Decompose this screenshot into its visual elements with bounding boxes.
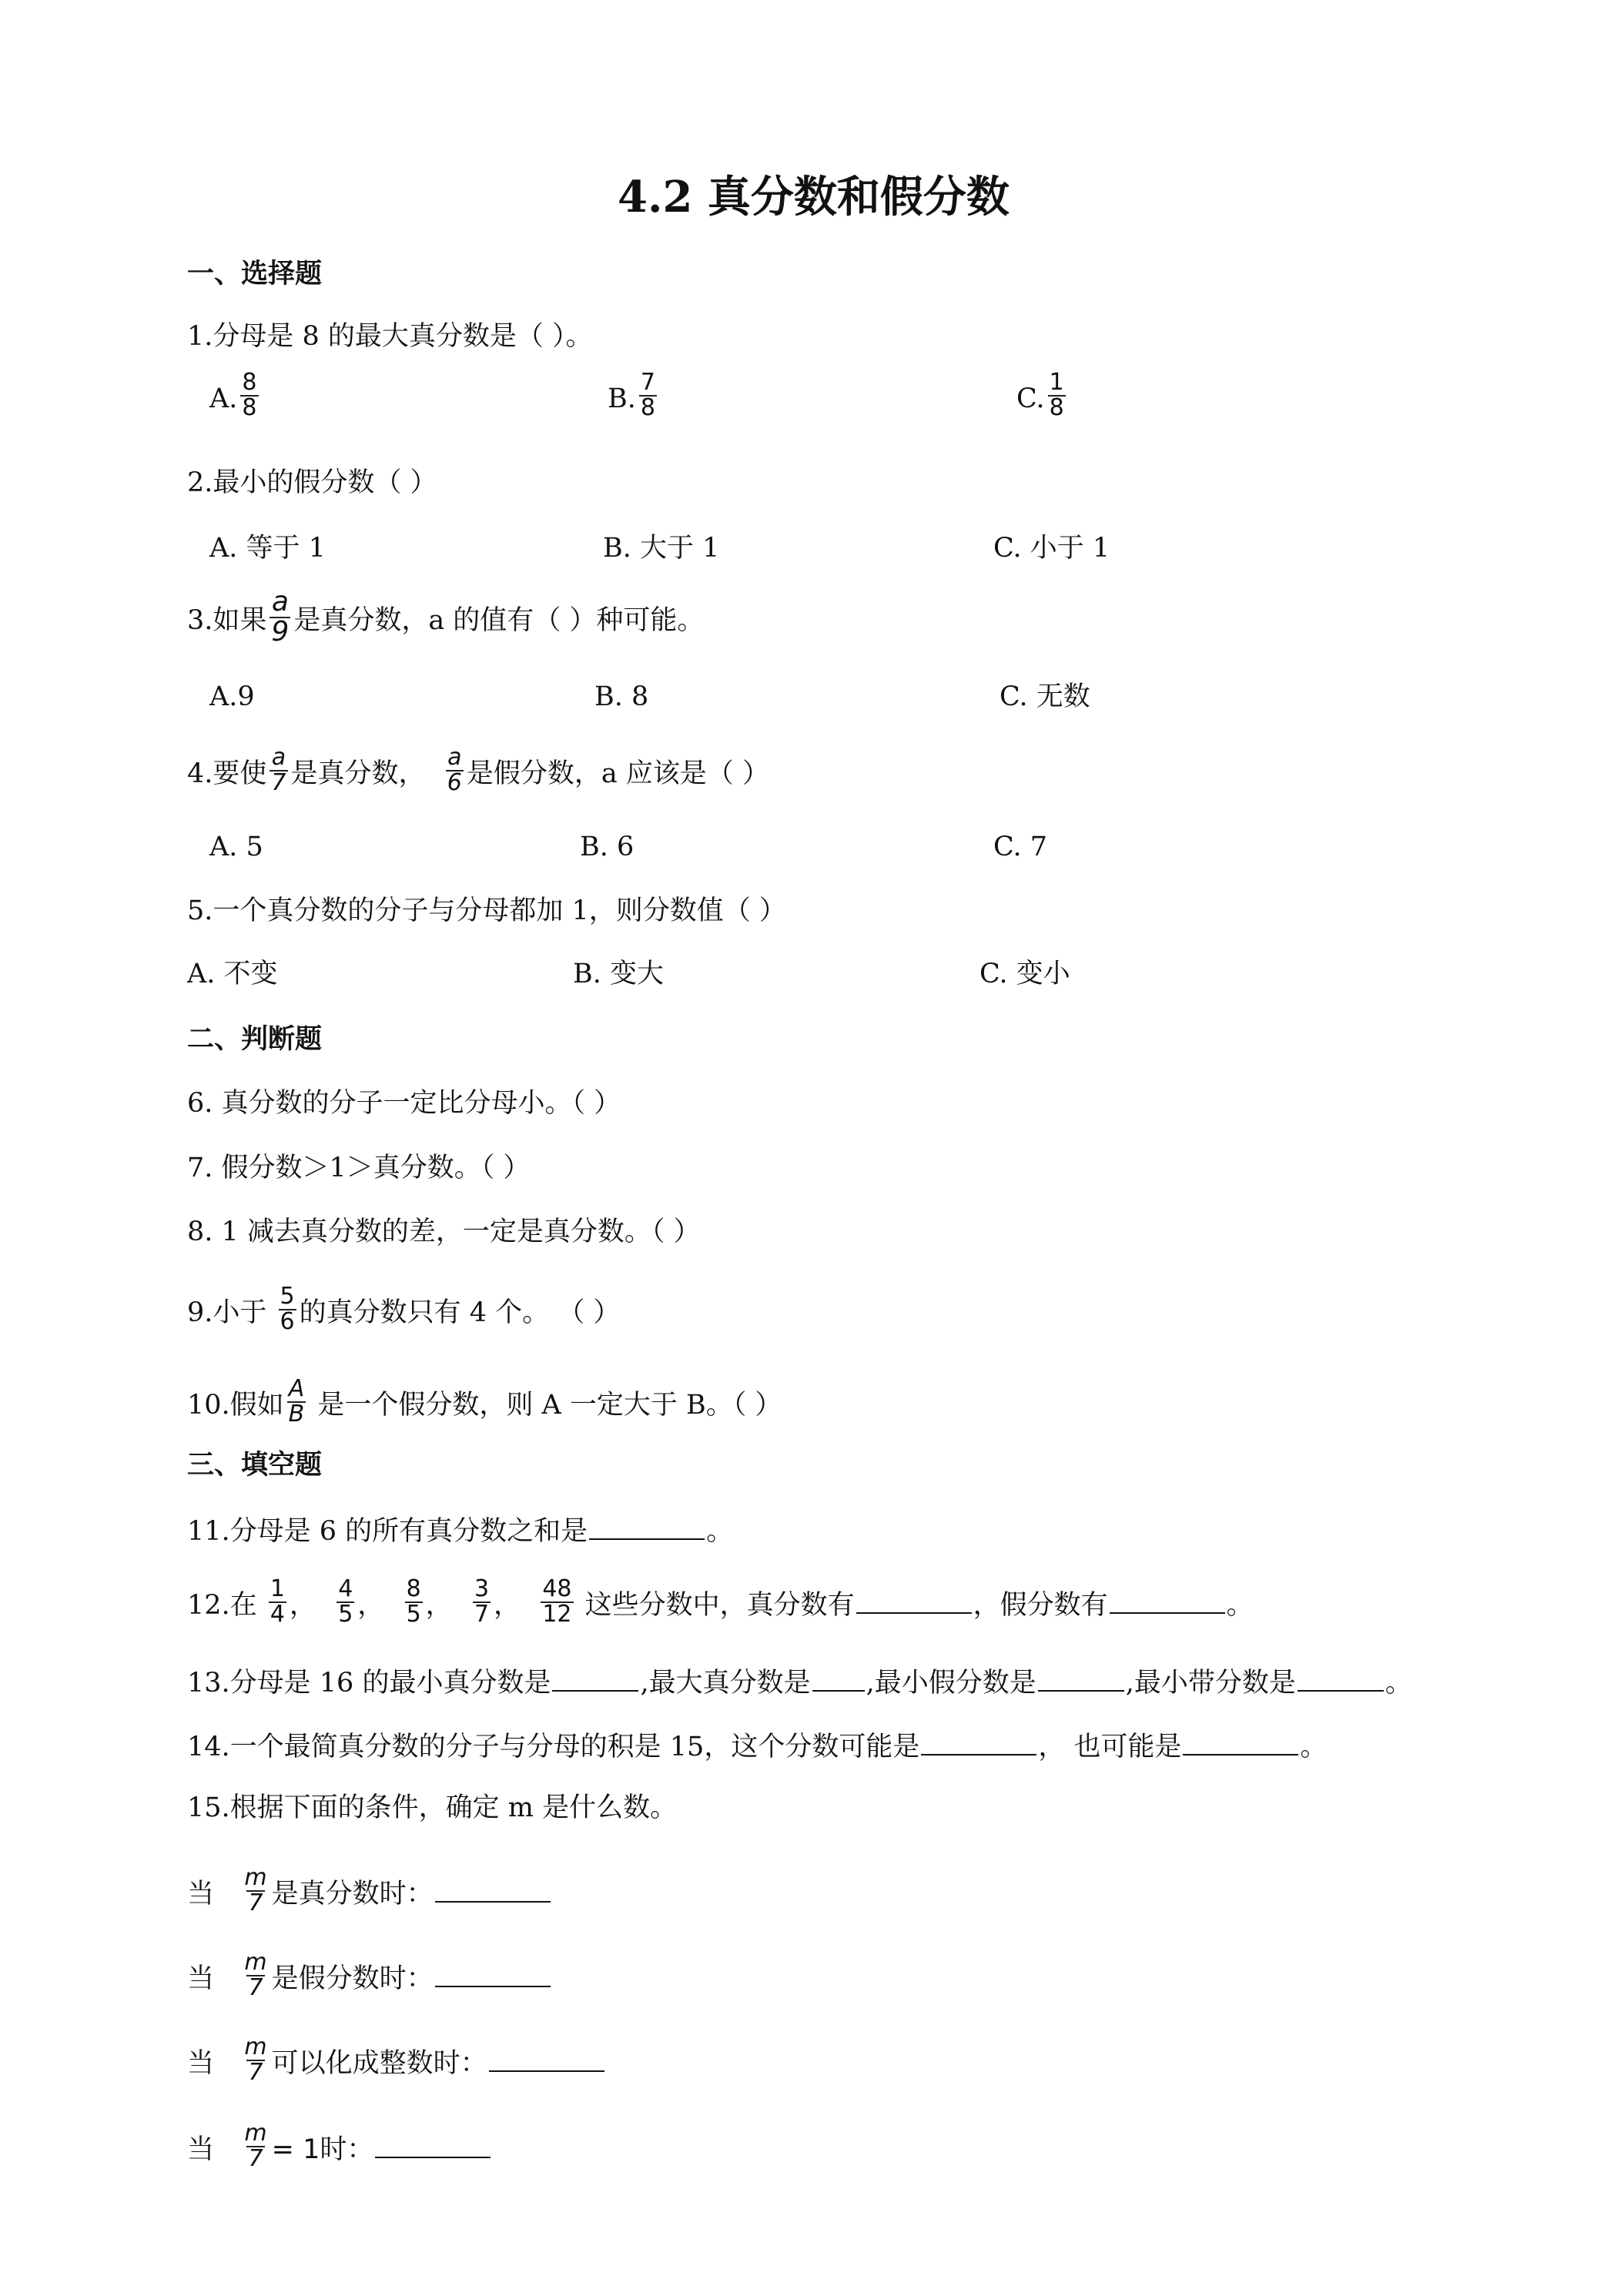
question-3: 3.如果 $\frac{a}{9}$ 是真分数，a 的值有（ ）种可能。 — [187, 586, 705, 648]
q15-fraction-3: $\frac{m}{7}$ — [244, 2033, 267, 2086]
q13-blank-1[interactable] — [552, 1667, 638, 1692]
question-12: 12.在 $\frac{1}{4}$ ， $\frac{4}{5}$ ， $\frac{8}{5}$ ， $\frac{3}{7}$ ， $\frac{48}{12}$ 这些分数中，真分数有 ，假分数有 。 — [187, 1575, 1254, 1628]
q4-fraction-2: $\frac{a}{6}$ — [447, 744, 462, 796]
q12-fraction-1: $\frac{1}{4}$ — [270, 1575, 285, 1628]
q15-equation: = 1 — [271, 2134, 320, 2166]
page-title: 4.2 真分数和假分数 — [618, 172, 1010, 223]
question-14: 14.一个最简真分数的分子与分母的积是 15，这个分数可能是 ， 也可能是 。 — [187, 1732, 1328, 1762]
q1-fraction-c: $\frac{1}{8}$ — [1049, 369, 1064, 421]
section-judge-heading: 二、判断题 — [187, 1023, 323, 1055]
q1-fraction-a: $\frac{8}{8}$ — [242, 369, 257, 421]
q13-blank-2[interactable] — [812, 1667, 865, 1692]
question-2: 2.最小的假分数（ ） — [187, 467, 437, 498]
q14-blank-2[interactable] — [1183, 1731, 1298, 1755]
q2-option-c: C. 小于 1 — [993, 533, 1110, 564]
q3-fraction: $\frac{a}{9}$ — [271, 586, 290, 648]
q14-blank-1[interactable] — [921, 1731, 1036, 1755]
q15-blank-4[interactable] — [375, 2134, 491, 2158]
q12-fraction-3: $\frac{8}{5}$ — [406, 1575, 421, 1628]
q12-improper-blank[interactable] — [1110, 1589, 1225, 1614]
question-9: 9.小于 $\frac{5}{6}$ 的真分数只有 4 个。 （ ） — [187, 1283, 621, 1335]
q5-option-c: C. 变小 — [979, 959, 1070, 989]
q9-fraction: $\frac{5}{6}$ — [280, 1283, 295, 1335]
q15-condition-3: 当 $\frac{m}{7}$ 可以化成整数时： — [187, 2040, 606, 2089]
q4-fraction-1: $\frac{a}{7}$ — [271, 744, 286, 796]
q3-option-c: C. 无数 — [1000, 681, 1090, 712]
q1-option-b: B. $\frac{7}{8}$ — [608, 369, 655, 421]
question-15: 15.根据下面的条件，确定 m 是什么数。 — [187, 1792, 678, 1823]
section-fill-heading: 三、填空题 — [187, 1449, 323, 1481]
q15-blank-3[interactable] — [489, 2047, 604, 2072]
q1-option-a: A. $\frac{8}{8}$ — [209, 369, 257, 421]
question-5: 5.一个真分数的分子与分母都加 1，则分数值（ ） — [187, 895, 786, 926]
q15-fraction-1: $\frac{m}{7}$ — [244, 1864, 267, 1916]
q15-condition-1: 当 $\frac{m}{7}$ 是真分数时： — [187, 1871, 552, 1919]
q3-option-b: B. 8 — [594, 681, 649, 712]
q12-fraction-2: $\frac{4}{5}$ — [338, 1575, 353, 1628]
q15-condition-2: 当 $\frac{m}{7}$ 是假分数时： — [187, 1956, 552, 2004]
q11-answer-blank[interactable] — [589, 1515, 705, 1540]
q15-condition-4: 当 $\frac{m}{7}$ = 1时： — [187, 2127, 492, 2175]
q3-option-a: A.9 — [209, 681, 255, 712]
q13-blank-3[interactable] — [1038, 1667, 1124, 1692]
q15-blank-2[interactable] — [435, 1963, 551, 1987]
q1-option-c: C. $\frac{1}{8}$ — [1016, 369, 1064, 421]
q10-fraction: $\frac{A}{B}$ — [288, 1375, 305, 1427]
q4-option-a: A. 5 — [209, 832, 263, 862]
q12-fraction-4: $\frac{3}{7}$ — [474, 1575, 490, 1628]
question-4: 4.要使 $\frac{a}{7}$ 是真分数， $\frac{a}{6}$ 是假分数，a 应该是（ ） — [187, 744, 769, 796]
q4-option-b: B. 6 — [580, 832, 635, 862]
question-6: 6. 真分数的分子一定比分母小。（ ） — [187, 1088, 621, 1119]
q5-option-a: A. 不变 — [187, 959, 278, 989]
question-10: 10.假如 $\frac{A}{B}$ 是一个假分数，则 A 一定大于 B。（ ） — [187, 1375, 782, 1427]
section-choice-heading: 一、选择题 — [187, 258, 323, 290]
q15-fraction-2: $\frac{m}{7}$ — [244, 1949, 267, 2001]
question-7: 7. 假分数＞1＞真分数。（ ） — [187, 1153, 531, 1183]
question-1: 1.分母是 8 的最大真分数是（ ）。 — [187, 321, 593, 352]
q5-option-b: B. 变大 — [573, 959, 664, 989]
question-11: 11.分母是 6 的所有真分数之和是 。 — [187, 1516, 734, 1547]
q13-blank-4[interactable] — [1298, 1667, 1384, 1692]
q12-proper-blank[interactable] — [856, 1589, 972, 1614]
q4-option-c: C. 7 — [993, 832, 1048, 862]
q2-option-a: A. 等于 1 — [209, 533, 326, 564]
q12-fraction-5: $\frac{48}{12}$ — [542, 1575, 572, 1628]
q2-option-b: B. 大于 1 — [603, 533, 720, 564]
q15-blank-1[interactable] — [435, 1878, 551, 1903]
q1-fraction-b: $\frac{7}{8}$ — [640, 369, 655, 421]
question-8: 8. 1 减去真分数的差，一定是真分数。（ ） — [187, 1217, 701, 1247]
q15-fraction-4: $\frac{m}{7}$ — [244, 2120, 267, 2172]
question-13: 13.分母是 16 的最小真分数是 ,最大真分数是 ,最小假分数是 ,最小带分数是 。 — [187, 1668, 1412, 1699]
